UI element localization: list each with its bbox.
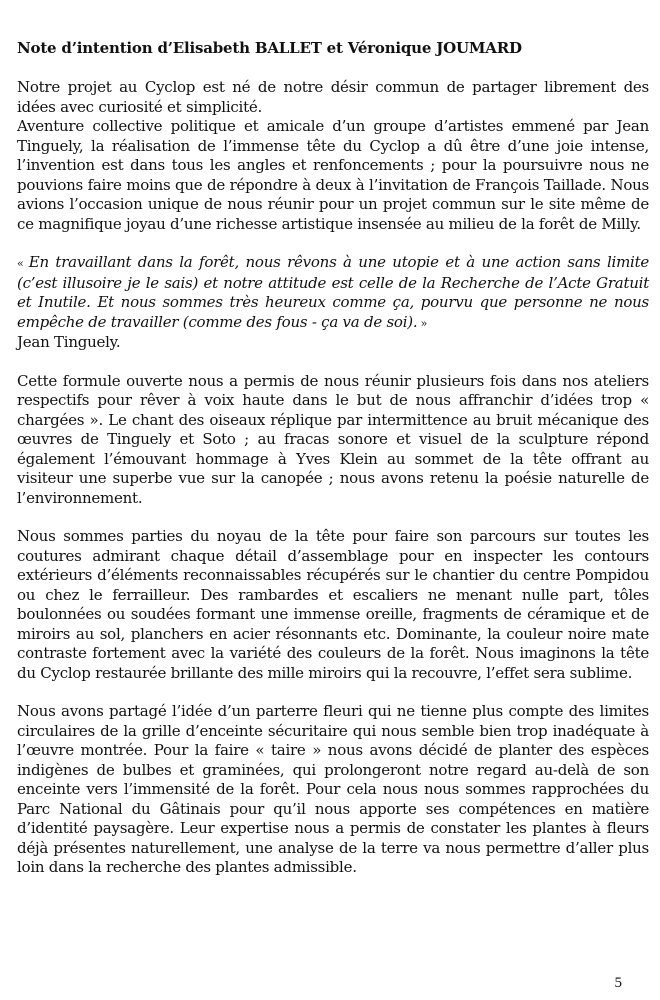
quote-open-mark: «	[17, 257, 29, 270]
quote-text: En travaillant dans la forêt, nous rêvons à une utopie et à une action sans limite (c’est illusoire je le sais) et notre attitude est celle de la Recherche de l’Acte Gratuit et Inutile. Et nous sommes très heureux comme ça, pourvu que personne ne nous empêche de travailler (comme des fous - ça va de soi).	[17, 253, 649, 331]
body-paragraph-1: Cette formule ouverte nous a permis de nous réunir plusieurs fois dans nos ateliers respectifs pour rêver à voix haute dans le but de nous affranchir d’idées trop « chargées ». Le chant des oiseaux réplique par intermittence au bruit mécanique des œuvres de Tinguely et Soto ; au fracas sonore et visuel de la sculpture répond également l’émouvant hommage à Yves Klein au sommet de la tête offrant au visiteur une superbe vue sur la canopée ; nous avons retenu la poésie naturelle de l’environnement.	[17, 371, 649, 507]
quote-author: Jean Tinguely.	[17, 333, 121, 351]
quote-close-mark: »	[417, 316, 428, 330]
tinguely-quote	[17, 253, 649, 353]
intro-paragraph-1: Notre projet au Cyclop est né de notre désir commun de partager librement des idées avec curiosité et simplicité.	[17, 78, 649, 116]
intro-paragraph-2: Aventure collective politique et amicale d’un groupe d’artistes emmené par Jean Tinguely, la réalisation de l’immense tête du Cyclop a dû être d’une joie intense, l’invention est dans tous les angles et renfoncements ; pour la poursuivre nous ne pouvions faire moins que de répondre à deux à l’invitation de François Taillade. Nous avions l’occasion unique de nous réunir pour un projet commun sur le site même de ce magnifique joyau d’une richesse artistique insensée au milieu de la forêt de Milly.	[17, 117, 649, 233]
body-paragraph-3: Nous avons partagé l’idée d’un parterre fleuri qui ne tienne plus compte des limites circulaires de la grille d’enceinte sécuritaire qui nous semble bien trop inadéquate à l’œuvre montrée. Pour la faire « taire » nous avons décidé de planter des espèces indigènes de bulbes et graminées, qui prolongeront notre regard au-delà de son enceinte vers l’immensité de la forêt. Pour cela nous nous sommes rapprochées du Parc National du Gâtinais pour qu’il nous apporte ses compétences en matière d’identité paysagère. Leur expertise nous a permis de constater les plantes à fleurs déjà présentes naturellement, une analyse de la terre va nous permettre d’aller plus loin dans la recherche des plantes admissible.	[17, 702, 649, 876]
body-paragraph-2: Nous sommes parties du noyau de la tête pour faire son parcours sur toutes les coutures admirant chaque détail d’assemblage pour en inspecter les contours extérieurs d’éléments reconnaissables récupérés sur le chantier du centre Pompidou ou chez le ferrailleur. Des rambardes et escaliers ne menant nulle part, tôles boulonnées ou soudées formant une immense oreille, fragments de céramique et de miroirs au sol, planchers en acier résonnants etc. Dominante, la couleur noire mate contraste fortement avec la variété des couleurs de la forêt. Nous imaginons la tête du Cyclop restaurée brillante des mille miroirs qui la recouvre, l’effet sera sublime.	[17, 527, 649, 682]
document-title: Note d’intention d’Elisabeth BALLET et Véronique JOUMARD	[17, 39, 522, 57]
document-page	[17, 38, 649, 878]
page-number: 5	[614, 975, 622, 991]
